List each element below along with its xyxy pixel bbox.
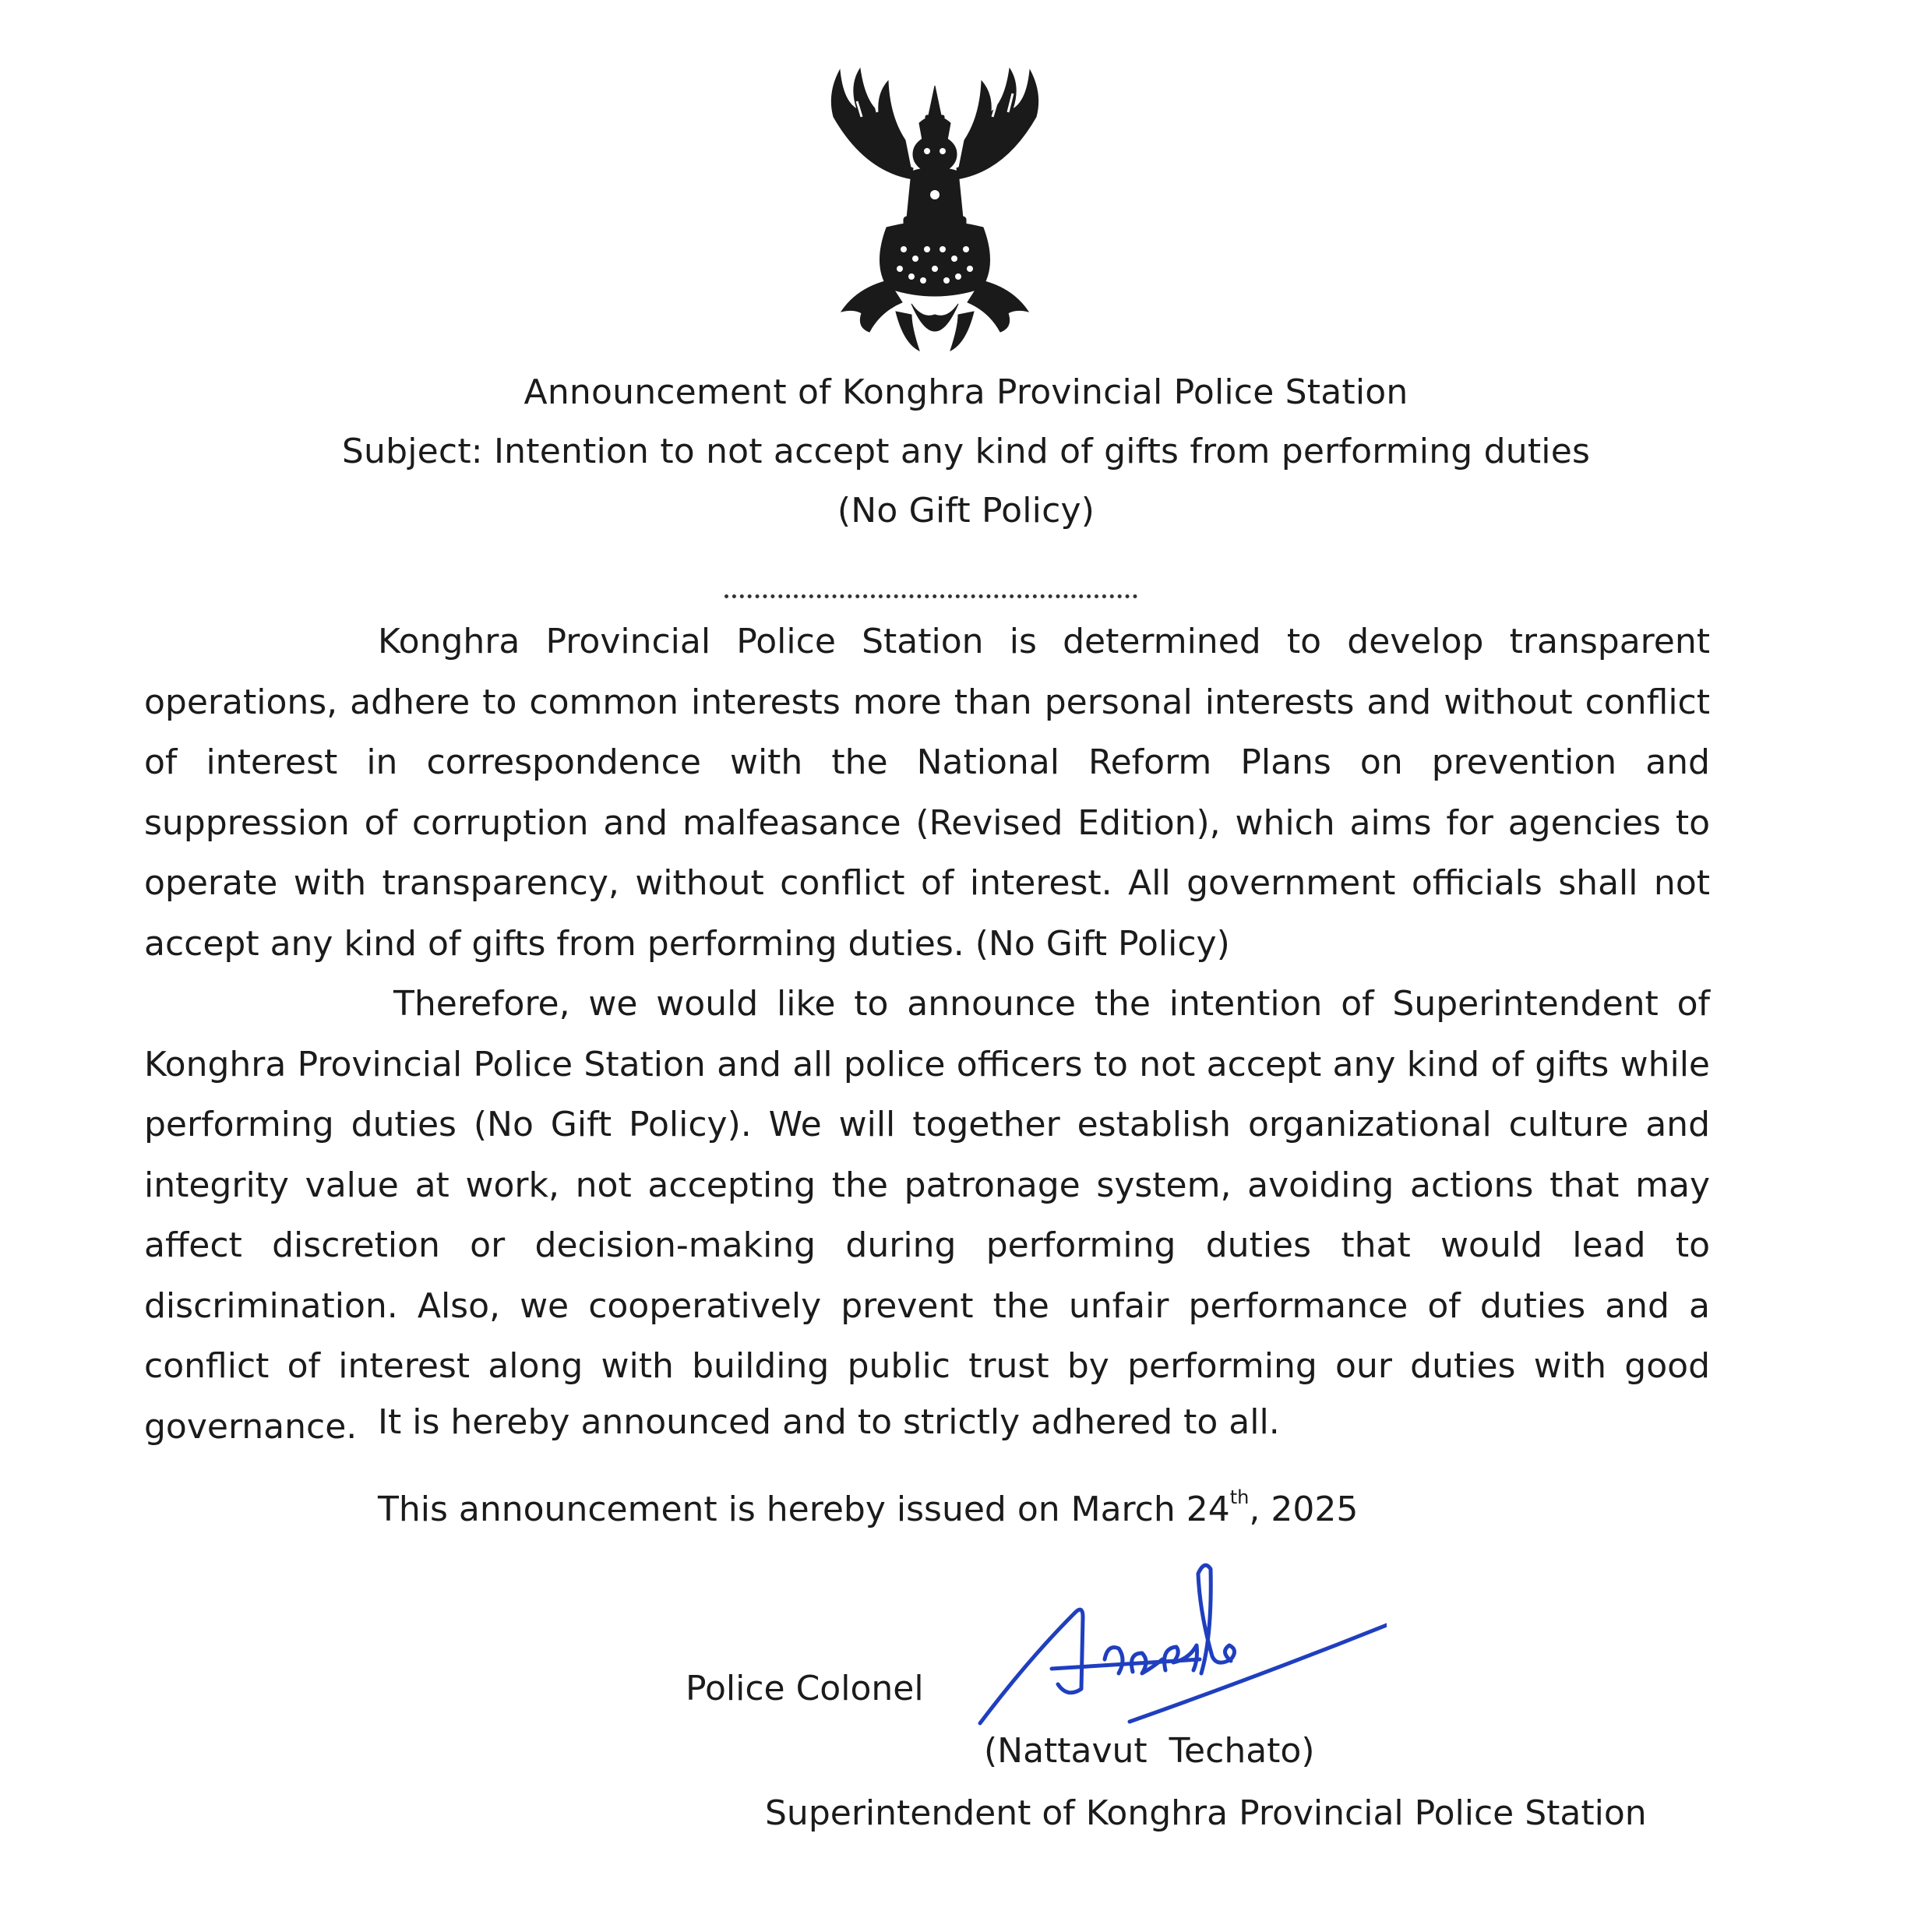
- announcement-subject: Subject: Intention to not accept any kind of gifts from performing duties: [341, 432, 1591, 471]
- issue-date-prefix: This announcement is hereby issued on March 24: [378, 1490, 1230, 1529]
- issue-date-suffix: , 2025: [1249, 1490, 1359, 1529]
- body-paragraph-1: Konghra Provincial Police Station is determined to develop transparent operations, adhere to common interests more than personal interests and without conflict of interest in correspondence with the National Reform Plans on prevention and suppression of corruption and malfeasance (Revised Edition), which aims for agencies to operate with transparency, without conflict of interest. All government officials shall not accept any kind of gifts from performing duties. (No Gift Policy): [144, 622, 1710, 964]
- signatory-name: (Nattavut Techato): [984, 1731, 1315, 1771]
- policy-label: (No Gift Policy): [837, 491, 1095, 531]
- announcement-title: Announcement of Konghra Provincial Police Station: [524, 372, 1408, 412]
- signatory-position: Superintendent of Konghra Provincial Police Station: [765, 1793, 1647, 1833]
- issue-date-line: [378, 1486, 1359, 1529]
- garuda-emblem-icon: [802, 55, 1067, 366]
- announcement-body-2: [144, 974, 1710, 1457]
- dotted-divider: [724, 567, 1137, 598]
- issue-date-ordinal: th: [1229, 1486, 1250, 1508]
- body-paragraph-2: Therefore, we would like to announce the intention of Superintendent of Konghra Provincial Police Station and all police officers to not accept any kind of gifts while performing duties (No Gift Policy). We will together establish organizational culture and integrity value at work, not accepting the patronage system, avoiding actions that may affect discretion or decision-making during performing duties that would lead to discrimination. Also, we cooperatively prevent the unfair performance of duties and a conflict of interest along with building public trust by performing our duties with good governance.: [144, 984, 1710, 1447]
- closing-statement: It is hereby announced and to strictly adhered to all.: [378, 1402, 1280, 1442]
- announcement-body: [144, 612, 1710, 974]
- handwritten-signature: [966, 1542, 1387, 1745]
- signatory-rank: Police Colonel: [686, 1669, 924, 1708]
